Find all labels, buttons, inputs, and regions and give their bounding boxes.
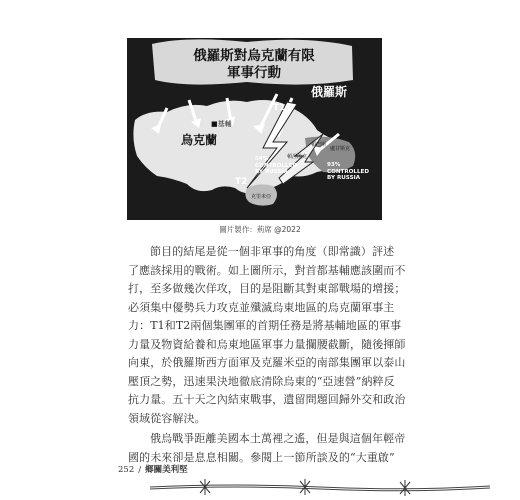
text-line: 了應該採用的戰術。如上圖所示，對首都基輔應該圍而不 — [128, 263, 406, 277]
label-donetsk: 頓涅茨克 — [287, 154, 308, 160]
text-line: 國的未來卻是息息相關。參閱上一節所談及的“大重啟” — [128, 450, 395, 464]
text-line: 抗力量。五十天之內結束戰事，遺留問題回歸外交和政治 — [128, 393, 406, 406]
label-kharkiv: 頓巴斯 — [311, 142, 327, 148]
map-figure — [127, 38, 382, 220]
text-line: 節目的結尾是從一個非軍事的角度（即常識）評述 — [150, 245, 395, 258]
text-line: 俄烏戰爭距離美國本土萬裡之遙，但是與這個年輕帝 — [150, 432, 406, 445]
label-luhansk: 盧甘斯克 — [330, 146, 351, 152]
text-line: 向東，於俄羅斯西方面軍及克羅米亞的南部集團軍以泰山 — [128, 356, 406, 369]
text-line: 壓頂之勢，迅速果決地徹底清除烏東的“亞速營”納粹反 — [128, 374, 395, 388]
map-title-line1: 俄羅斯對烏克蘭有限 — [193, 48, 315, 64]
paragraph-1 — [128, 243, 406, 428]
text-line: 打，至多做幾次佯攻，目的是阻斷其對東部戰場的增援； — [128, 282, 406, 295]
book-title: 鄉關美利堅 — [145, 465, 188, 475]
control-badge-left: 54% CONTROLLED BY RUSSIA — [255, 156, 298, 175]
paragraph-2 — [128, 430, 406, 467]
page-footer — [118, 463, 188, 475]
body-text — [128, 243, 406, 467]
label-t1: T1 — [273, 103, 286, 113]
label-russia: 俄羅斯 — [311, 85, 348, 99]
map-title-line2: 軍事行動 — [227, 65, 281, 81]
label-crimea: 克里米亞 — [251, 194, 272, 200]
text-line: 力量及物資給養和烏東地區軍事力量攔腰截斷，隨後揮師 — [128, 337, 406, 351]
control-badge-right: 93% CONTROLLED BY RUSSIA — [327, 162, 370, 181]
text-line: 領域從容解決。 — [128, 411, 206, 425]
label-t2: T2 — [235, 177, 248, 187]
text-line: 力：T1和T2兩個集團軍的首期任務是將基輔地區的軍事 — [128, 319, 402, 332]
page-number: 252 — [118, 465, 135, 475]
footer-separator: / — [138, 465, 142, 475]
ukraine-map — [127, 38, 382, 220]
label-ukraine: 烏克蘭 — [181, 133, 218, 147]
barbed-wire-decoration — [150, 475, 490, 497]
label-kyiv: ■基輔 — [211, 120, 232, 128]
figure-caption: 圖片製作：荊席 @2022 — [219, 225, 301, 234]
text-line: 必須集中優勢兵力攻克並殲滅烏東地區的烏克蘭軍事主 — [128, 300, 395, 314]
